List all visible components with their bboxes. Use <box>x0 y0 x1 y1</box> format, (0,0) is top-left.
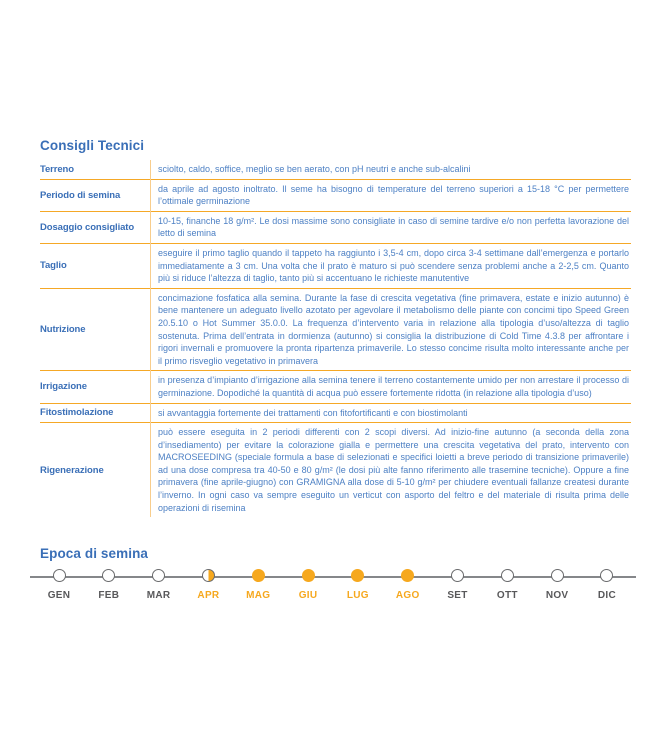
month-gen <box>36 566 82 601</box>
month-label: OTT <box>496 590 518 601</box>
tech-advice-section <box>40 138 631 517</box>
sowing-period-title: Epoca di semina <box>40 546 149 561</box>
month-set <box>435 566 481 601</box>
month-marker-icon <box>501 569 514 582</box>
row-text: da aprile ad agosto inoltrato. Il seme ha bisogno di temperature del terreno superiori a 15-18 °C per permettere l’ottimale germinazione <box>158 183 629 207</box>
table-row-periodo-di-semina <box>40 179 631 211</box>
month-lug <box>335 566 381 601</box>
row-label: Irrigazione <box>40 381 87 393</box>
month-marker-icon <box>600 569 613 582</box>
row-label: Nutrizione <box>40 324 86 336</box>
table-row-taglio <box>40 243 631 288</box>
month-giu <box>285 566 331 601</box>
table-row-fitostimolazione <box>40 403 631 423</box>
row-text: eseguire il primo taglio quando il tappeto ha raggiunto i 3,5-4 cm, dopo circa 3-4 settimane dall’emergenza e portarlo immediatamente a 3 cm. Una volta che il prato è maturo si può scendere senza problemi anche a 2-2,5 cm. Quanto più si riduce l’altezza di taglio, tanto più si accentuano le richieste manutentive <box>158 247 629 284</box>
month-label: NOV <box>545 590 569 601</box>
month-label: MAG <box>246 590 271 601</box>
month-marker-icon <box>102 569 115 582</box>
month-label: APR <box>197 590 220 601</box>
month-ago <box>385 566 431 601</box>
month-nov <box>534 566 580 601</box>
row-text: può essere eseguita in 2 periodi differenti con 2 scopi diversi. Ad inizio-fine autunno (a seconda della zona d’insediamento) per evitare la colorazione gialla e permettere una crescita vegetativa del prato, intervento con MACROSEEDING (speciale formula a base di selezionati e specifici loietti a breve periodo di transizione primaverile) ad una dose compresa tra 40-50 e 80 g/m² (le dosi più alte fanno riferimento alle trasemine tecniche). Oppure a fine primavera (fine aprile-giugno) con GRAMIGNA alla dose di 5-10 g/m² per chiudere eventuali fallanze createsi durante l’inverno. In ogni caso va sempre eseguito un verticut con asporto del feltro e del materiale di risulta prima delle operazioni di risemina <box>158 427 629 513</box>
month-marker-filled-icon <box>252 569 265 582</box>
row-text: in presenza d’impianto d’irrigazione alla semina tenere il terreno costantemente umido per non arrestare il processo di germinazione. Dopodiché la quantità di acqua può essere fortemente ridotta (in relazione alla tipologia d’uso) <box>158 375 629 398</box>
sowing-timeline <box>30 566 636 612</box>
month-ott <box>484 566 530 601</box>
table-column-divider <box>150 160 151 517</box>
month-dic <box>584 566 630 601</box>
month-marker-icon <box>551 569 564 582</box>
month-mag <box>235 566 281 601</box>
month-marker-filled-icon <box>401 569 414 582</box>
row-label: Taglio <box>40 260 67 272</box>
row-text: si avvantaggia fortemente dei trattamenti con fitofortificanti e con biostimolanti <box>158 407 468 418</box>
month-label: LUG <box>346 590 369 601</box>
table-row-irrigazione <box>40 370 631 402</box>
row-label: Dosaggio consigliato <box>40 221 135 233</box>
month-marker-filled-icon <box>302 569 315 582</box>
month-label: FEB <box>98 590 120 601</box>
table-row-terreno <box>40 160 631 179</box>
month-marker-icon <box>152 569 165 582</box>
month-apr <box>185 566 231 601</box>
month-label: AGO <box>395 590 420 601</box>
row-text: 10-15, finanche 18 g/m². Le dosi massime sono consigliate in caso di semine tardive e/o non perfetta lavorazione del letto di semina <box>158 215 629 239</box>
month-label: MAR <box>146 590 171 601</box>
row-label: Fitostimolazione <box>40 407 114 419</box>
timeline-months <box>30 566 636 601</box>
month-label: GEN <box>47 590 71 601</box>
month-label: SET <box>447 590 468 601</box>
row-label: Terreno <box>40 163 74 175</box>
row-text: concimazione fosfatica alla semina. Durante la fase di crescita vegetativa (fine primavera, estate e inizio autunno) è bene mantenere un adeguato livello azotato per agevolare il metabolismo delle piante con concimi tipo Speed Green 20.5.10 o Hot Summer 35.0.0. La frequenza d’intervento varia in relazione alla tipologia d’uso/altezza di taglio sostenuta. Prima dell’entrata in dormienza (autunno) si consiglia la distribuzione di Cold Time 4.3.8 per affrontare i rigori invernali e promuovere la pronta ripartenza primaverile. Lo stesso concime risulta molto interessante anche per il primo risveglio vegetativo in primavera <box>158 292 629 366</box>
row-text: sciolto, caldo, soffice, meglio se ben aerato, con pH neutri e anche sub-alcalini <box>158 164 471 174</box>
month-marker-filled-icon <box>351 569 364 582</box>
tech-advice-title: Consigli Tecnici <box>40 138 145 153</box>
month-marker-icon <box>451 569 464 582</box>
row-label: Rigenerazione <box>40 464 104 476</box>
tech-advice-table <box>40 160 631 517</box>
month-marker-icon <box>53 569 66 582</box>
table-row-rigenerazione <box>40 422 631 517</box>
table-row-dosaggio-consigliato <box>40 211 631 243</box>
month-label: DIC <box>597 590 616 601</box>
month-label: GIU <box>298 590 318 601</box>
table-row-nutrizione <box>40 288 631 371</box>
month-feb <box>86 566 132 601</box>
month-marker-half-icon <box>202 569 215 582</box>
month-mar <box>136 566 182 601</box>
row-label: Periodo di semina <box>40 189 121 201</box>
